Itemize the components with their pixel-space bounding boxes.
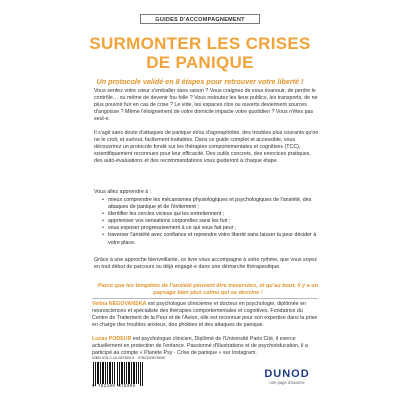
author-bio-1 <box>92 301 318 329</box>
learning-intro: Vous allez apprendre à : <box>94 189 152 195</box>
isbn-text: ISBN 978-2-10-087809-5 · 9782100878095 <box>92 356 166 360</box>
tagline: Un protocole validé en 8 étapes pour retrouver votre liberté ! <box>96 77 304 86</box>
book-title-line-2: DE PANIQUE <box>146 53 254 72</box>
publisher-logo <box>252 368 322 385</box>
author-bio-text: est psychologue clinicienne et docteur en psychologie, diplômée en neurosciences et spécialiste des thérapies comportementales et cognitives. Fondatrice du Centre de Traitement de la Peur et de l'Avion, elle est reconnue pour son expertise dans la prise en charge des troubles anxieux, des phobies et des attaques de panique. <box>92 301 318 329</box>
list-item: • traverser l'anxiété avec confiance et reprendre votre liberté sans laisser la peur décider à votre place. <box>102 232 320 246</box>
divider <box>92 298 318 299</box>
barcode <box>92 362 144 386</box>
book-title-line-1: SURMONTER LES CRISES <box>89 34 311 53</box>
barcode-digits: 9 782100 878095 <box>92 385 136 389</box>
list-item: • mieux comprendre les mécanismes physiologiques et psychologiques de l'anxiété, des attaques de panique et de l'évitement ; <box>102 197 320 211</box>
series-badge: GUIDES D'ACCOMPAGNEMENT <box>140 14 260 24</box>
author-name: Velina NEGOVANSKA <box>92 301 147 307</box>
list-item: • identifier les cercles vicieux qui les entretiennent ; <box>102 211 320 218</box>
list-item: • apprivoiser vos sensations corporelles sans les fuir ; <box>102 218 320 225</box>
intro-paragraph: Vous sentez votre cœur s'emballer sans raison ? Vous craignez de vous évanouir, de perdre le contrôle… ou même de devenir fou·folle ? Vous redoutez les lieux publics, les transports, de ne plus pouvoir fuir en cas de crise ? Le vide, les espaces clos ou ouverts deviennent sources d'angoisse ? Même l'éloignement de votre domicile impacte votre quotidien ? Vous n'êtes pas seul·e. <box>94 88 318 123</box>
author-name: Lucas PODEUR <box>92 336 132 342</box>
learning-list <box>102 197 320 247</box>
author-bio-text: est psychologue clinicien, Diplômé de l'Université Paris Cité, il exerce actuellement en protection de l'enfance. Passionné d'illustrations et de psychoéducation, il a participé au compte « Planète Psy · Crise de panique » sur Instagram. <box>92 336 308 357</box>
highlight-quote: Parce que les tempêtes de l'anxiété peuvent être traversées, et qu'au bout, il y a un paysage bien plus calme qui se dessine ! <box>97 283 319 297</box>
list-item: • vous exposer progressivement à ce qui vous fait peur ; <box>102 225 320 232</box>
approach-paragraph: Grâce à une approche bienveillante, ce livre vous accompagne à votre rythme, que vous soyez en tout début de parcours ou déjà engagé·e dans une démarche thérapeutique. <box>94 257 317 271</box>
author-bio-2 <box>92 336 318 357</box>
publisher-tagline: une page d'avance <box>269 380 305 385</box>
publisher-name: DUNOD <box>264 368 310 380</box>
description-paragraph: Il s'agit sans doute d'attaques de panique et/ou d'agoraphobie, des troubles plus courants qu'on ne le croit, et surtout, facilement traitables. Dans ce guide complet et accessible, vous découvrirez un protocole fondé sur les thérapies comportementales et cognitives (TCC), scientifiquement reconnues pour leur efficacité. Des outils concrets, des exercices pratiques, des auto-évaluations et des recommandations vous guideront à chaque étape. <box>94 130 319 165</box>
